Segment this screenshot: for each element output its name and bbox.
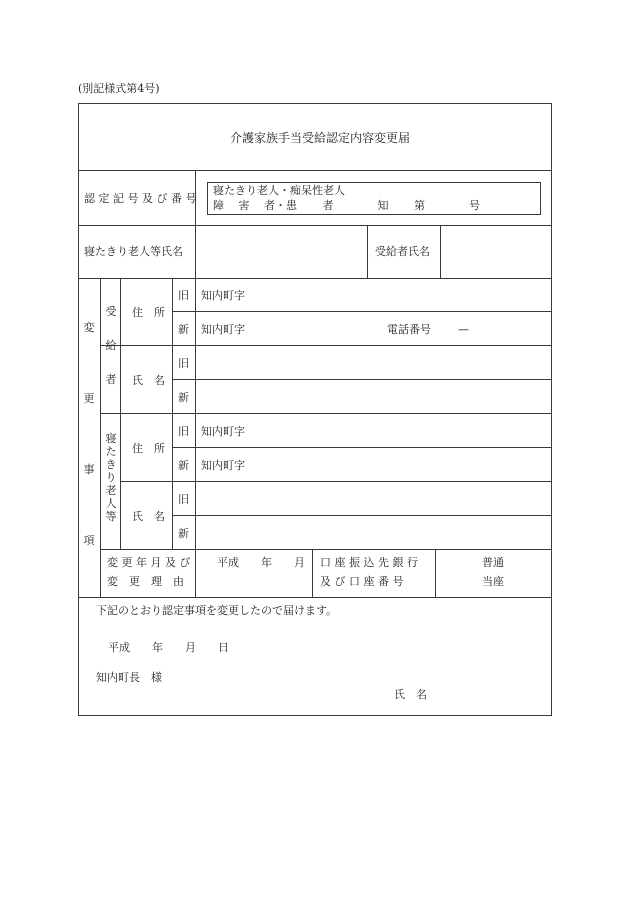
recipient-new-name-field[interactable] (197, 381, 549, 412)
recipient-old-name-field[interactable] (197, 347, 549, 378)
recipient-name-row-label: 氏 名 (132, 374, 165, 387)
bank-label-1: 口 座 振 込 先 銀 行 (320, 556, 418, 569)
change-date-value[interactable]: 平成 年 月 (217, 556, 305, 569)
cert-label: 認 定 記 号 及 び 番 号 (84, 192, 197, 205)
old-marker: 旧 (178, 289, 189, 302)
new-marker: 新 (178, 527, 189, 540)
change-date-label-2: 変 更 理 由 (107, 575, 184, 588)
bank-label-2: 及 び 口 座 番 号 (320, 575, 404, 588)
elderly-name-field[interactable] (197, 227, 365, 277)
signature-label: 氏 名 (394, 688, 427, 701)
account-type-ordinary[interactable]: 普通 (482, 556, 504, 569)
elderly-new-name-field[interactable] (197, 517, 549, 548)
old-marker: 旧 (178, 425, 189, 438)
cert-category-line2: 障 害 者・患 者 知 第 号 (213, 199, 480, 212)
elderly-old-address[interactable]: 知内町字 (201, 425, 245, 438)
cert-category-line1: 寝たきり老人・痴呆性老人 (213, 184, 345, 197)
recipient-name-label: 受給者氏名 (375, 245, 430, 258)
recipient-address-label: 住 所 (132, 306, 165, 319)
change-section-label: 変 更 事 項 (83, 321, 95, 547)
recipient-group-label: 受 給 者 (105, 305, 117, 386)
form-number: (別記様式第4号) (78, 82, 160, 95)
elderly-name-row-label: 氏 名 (132, 510, 165, 523)
recipient-old-address[interactable]: 知内町字 (201, 289, 245, 302)
submission-date[interactable]: 平成 年 月 日 (108, 641, 229, 654)
elderly-new-address[interactable]: 知内町字 (201, 459, 245, 472)
recipient-name-field[interactable] (442, 227, 550, 277)
new-marker: 新 (178, 323, 189, 336)
account-type-current[interactable]: 当座 (482, 575, 504, 588)
notice-text: 下記のとおり認定事項を変更したので届けます。 (96, 604, 338, 617)
phone-label: 電話番号 (387, 323, 431, 336)
phone-dash: — (458, 323, 469, 336)
old-marker: 旧 (178, 357, 189, 370)
change-date-label-1: 変 更 年 月 及 び (107, 556, 191, 569)
recipient-new-address[interactable]: 知内町字 (201, 323, 245, 336)
old-marker: 旧 (178, 493, 189, 506)
elderly-name-label: 寝たきり老人等氏名 (84, 245, 183, 258)
elderly-old-name-field[interactable] (197, 483, 549, 514)
addressee: 知内町長 様 (96, 671, 162, 684)
new-marker: 新 (178, 459, 189, 472)
elderly-group-label: 寝 た き り 老 人 等 (105, 432, 117, 523)
new-marker: 新 (178, 391, 189, 404)
elderly-address-label: 住 所 (132, 442, 165, 455)
form-title: 介護家族手当受給認定内容変更届 (230, 131, 411, 145)
